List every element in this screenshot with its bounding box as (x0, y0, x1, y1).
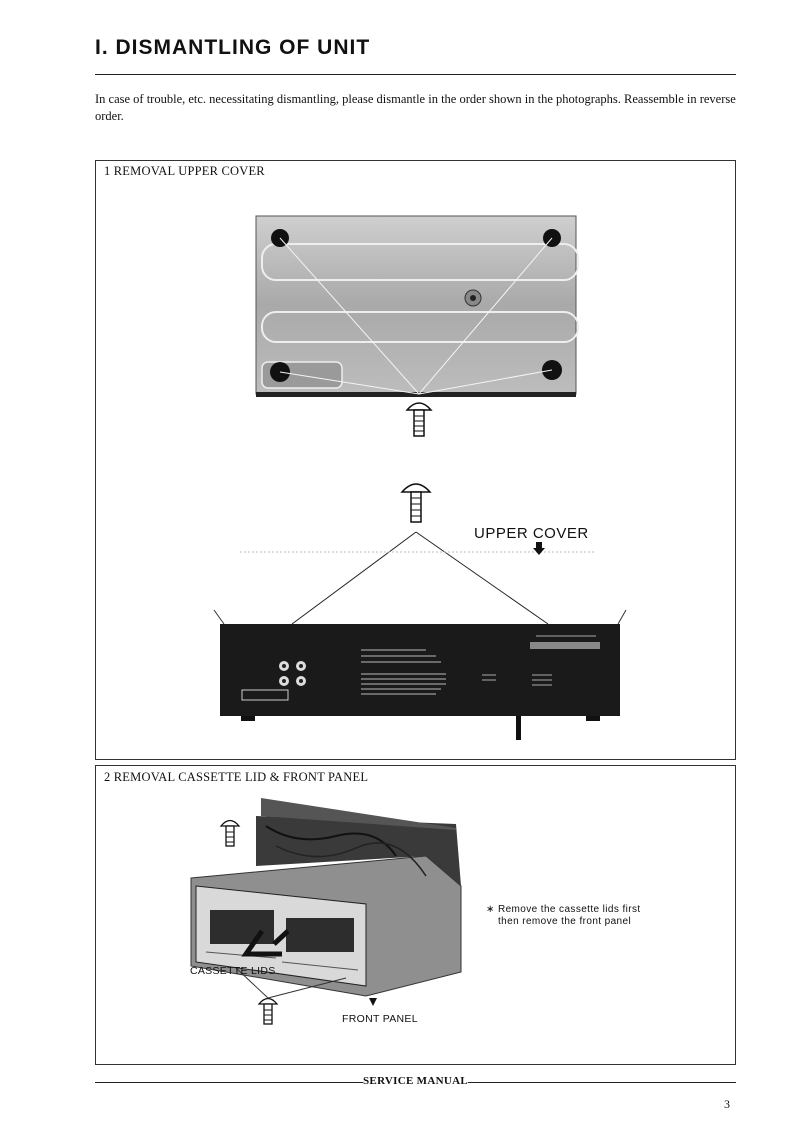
screw-icon-2 (402, 484, 430, 522)
footer-manual-label: SERVICE MANUAL (363, 1075, 468, 1087)
cassette-lids-label: CASSETTE LIDS (190, 965, 276, 977)
note-line-1: ∗ Remove the cassette lids first (486, 904, 641, 915)
arrow-down-icon (533, 542, 545, 555)
step2-caption: 2 REMOVAL CASSETTE LID & FRONT PANEL (104, 770, 369, 784)
screw-icon-4 (259, 999, 277, 1025)
intro-paragraph: In case of trouble, etc. necessitating dismantling, please dismantle in the order shown in the photographs. Reassemble in reverse order. (95, 92, 736, 123)
page-number: 3 (724, 1097, 730, 1111)
title-rule (95, 74, 736, 75)
upper-cover-label: UPPER COVER (474, 525, 589, 542)
unit-bottom-photo (256, 216, 578, 397)
front-panel-arrow-icon (369, 998, 377, 1006)
step1-caption: 1 REMOVAL UPPER COVER (104, 164, 265, 178)
unit-rear-photo (214, 610, 626, 740)
footer-rule-right (468, 1082, 736, 1083)
screw-icon-3 (221, 821, 239, 847)
step2-illustration (96, 786, 735, 1064)
screw-icon-1 (407, 403, 431, 436)
page-title: I. DISMANTLING OF UNIT (95, 36, 371, 59)
front-panel-label: FRONT PANEL (342, 1013, 418, 1025)
step1-illustration (96, 180, 735, 758)
footer-rule-left (95, 1082, 363, 1083)
note-line-2: then remove the front panel (498, 916, 632, 927)
